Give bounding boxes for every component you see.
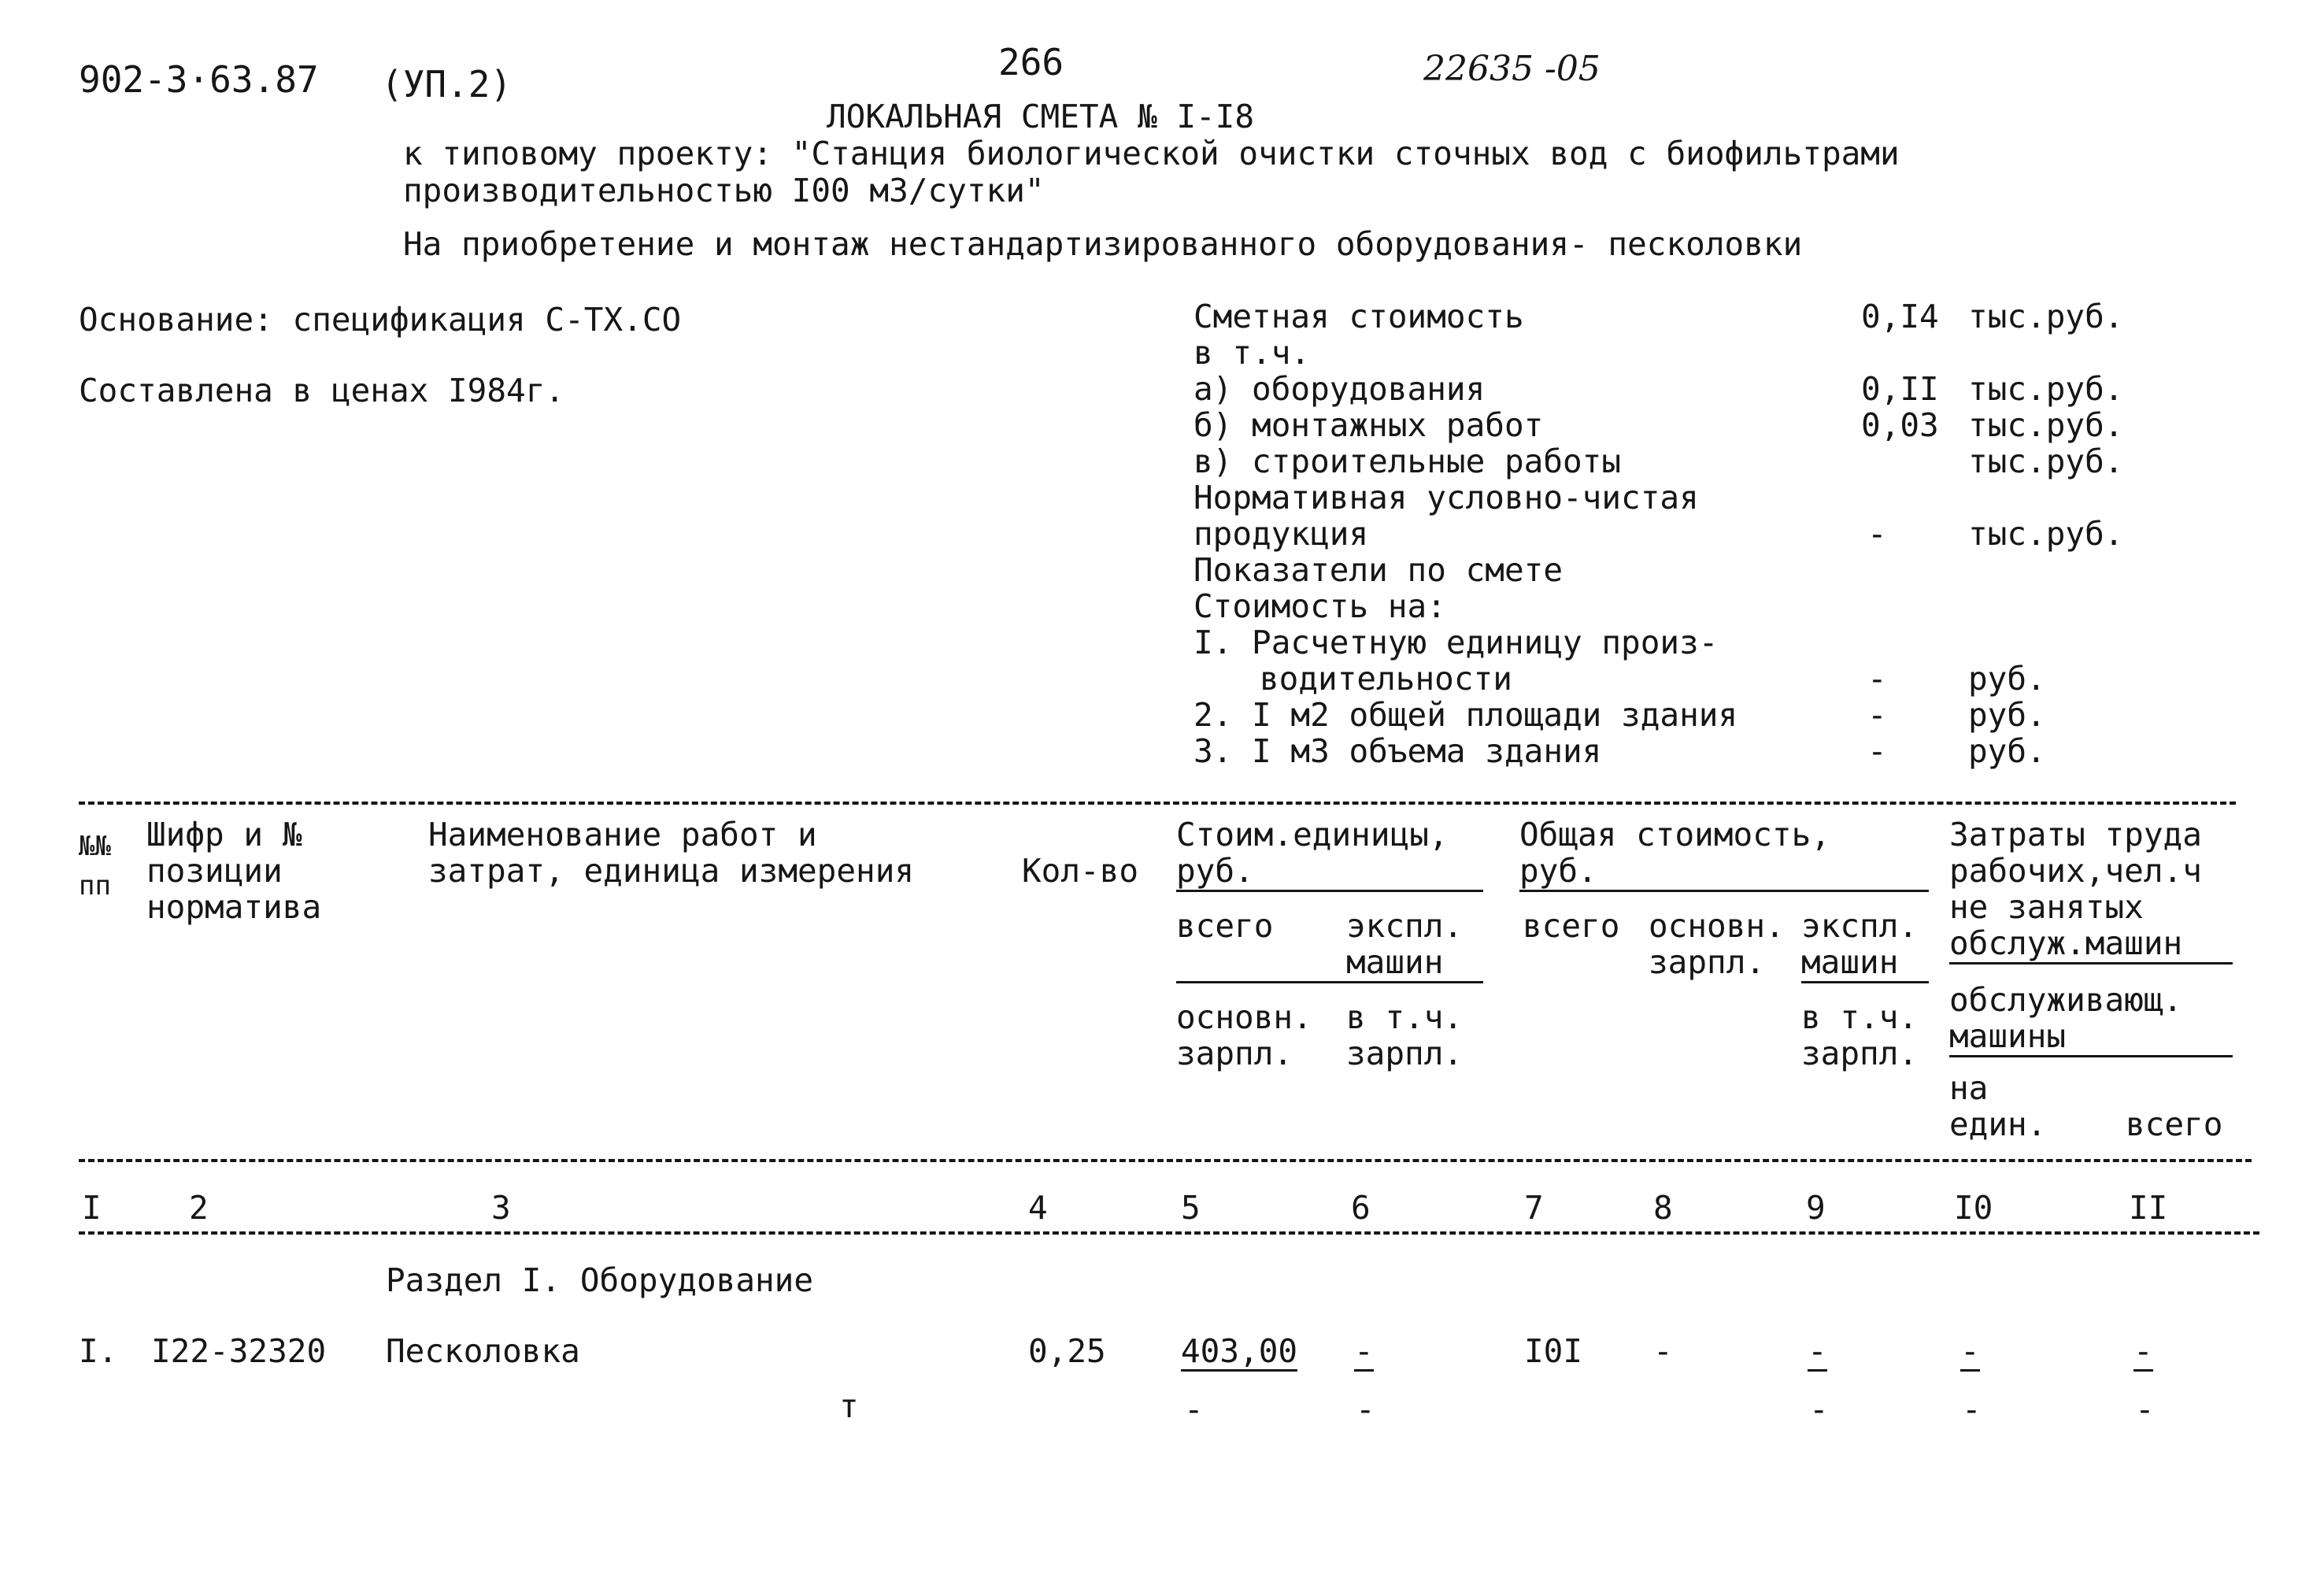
summary-value: - <box>1867 660 1887 698</box>
header-unit-total: всего <box>1176 907 1274 945</box>
summary-unit: тыс.руб. <box>1968 515 2124 553</box>
row-labor-unit: - <box>1960 1332 1980 1370</box>
summary-value: - <box>1867 732 1887 770</box>
header-unit-wage: зарпл. <box>1176 1035 1293 1072</box>
row-name: Песколовка <box>386 1332 580 1370</box>
header-total-cost: Общая стоимость, <box>1519 816 1830 853</box>
row-quantity: 0,25 <box>1028 1332 1106 1370</box>
header-name: Наименование работ и <box>428 816 817 853</box>
summary-label: в) строительные работы <box>1193 442 1622 480</box>
summary-unit: руб. <box>1968 660 2046 698</box>
header-total-wage: зарпл. <box>1649 943 1766 981</box>
row-unit-incl-wage: - <box>1356 1390 1375 1428</box>
summary-label: 2. I м2 общей площади здания <box>1193 696 1738 734</box>
column-number: II <box>2129 1189 2168 1227</box>
summary-label: I. Расчетную единицу произ- <box>1193 624 1719 661</box>
column-number: 5 <box>1181 1189 1201 1227</box>
summary-unit: руб. <box>1968 732 2046 770</box>
project-title-line1: к типовому проекту: "Станция биологической очистки сточных вод с биофильтрами <box>403 135 1900 172</box>
header-service: машины <box>1949 1017 2067 1055</box>
divider <box>1176 890 1483 892</box>
column-number: I <box>82 1189 102 1227</box>
summary-label: Показатели по смете <box>1193 551 1563 589</box>
header-unit-machines: экспл. <box>1346 907 1464 945</box>
summary-unit: тыс.руб. <box>1968 298 2124 335</box>
header-total-cost: руб. <box>1519 852 1597 890</box>
summary-label: водительности <box>1260 660 1512 698</box>
header-total-all: всего <box>1523 907 1620 945</box>
summary-label: 3. I м3 объема здания <box>1193 732 1602 770</box>
summary-label: а) оборудования <box>1193 370 1486 408</box>
header-unit-cost: руб. <box>1176 852 1254 890</box>
header-quantity: Кол-во <box>1022 852 1139 890</box>
estimate-subject: На приобретение и монтаж нестандартизированного оборудования- песколовки <box>403 225 1803 263</box>
page-number: 266 <box>998 41 1064 83</box>
header-total-machines: экспл. <box>1801 907 1919 945</box>
header-per-unit: на <box>1949 1069 1989 1107</box>
section-title: Раздел I. Оборудование <box>386 1261 814 1299</box>
column-number: I0 <box>1954 1189 1993 1227</box>
estimate-title: ЛОКАЛЬНАЯ СМЕТА № I-I8 <box>827 98 1255 135</box>
row-unit: т <box>839 1387 859 1425</box>
header-code: норматива <box>146 888 322 926</box>
header-total-incl-wage: зарпл. <box>1801 1035 1919 1072</box>
header-bottom-rule <box>79 1159 2252 1162</box>
summary-unit: тыс.руб. <box>1968 370 2124 408</box>
header-labor: не занятых <box>1949 888 2144 926</box>
row-total-wage: - <box>1653 1332 1673 1370</box>
header-unit-cost: Стоим.единицы, <box>1176 816 1449 853</box>
summary-label: б) монтажных работ <box>1193 406 1544 444</box>
summary-label: Нормативная условно-чистая <box>1193 479 1699 517</box>
row-service-all: - <box>2135 1390 2155 1428</box>
divider <box>1801 981 1929 983</box>
column-number: 3 <box>491 1189 511 1227</box>
header-total-wage: основн. <box>1649 907 1785 945</box>
summary-label: продукция <box>1193 515 1369 553</box>
price-base: Составлена в ценах I984г. <box>79 372 565 409</box>
project-title-line2: производительностью I00 м3/сутки" <box>403 172 1045 209</box>
row-unit-machines: - <box>1354 1332 1374 1370</box>
summary-unit: тыс.руб. <box>1968 406 2124 444</box>
row-total-incl-wage: - <box>1809 1390 1829 1428</box>
row-code: I22-32320 <box>151 1332 327 1370</box>
row-total: I0I <box>1524 1332 1583 1370</box>
header-unit-incl-wage: в т.ч. <box>1346 998 1464 1036</box>
summary-unit: тыс.руб. <box>1968 442 2124 480</box>
summary-label: Стоимость на: <box>1193 587 1446 625</box>
header-unit-machines: машин <box>1346 943 1444 981</box>
row-service-unit: - <box>1962 1390 1982 1428</box>
header-total-incl-wage: в т.ч. <box>1801 998 1919 1036</box>
summary-value: 0,03 <box>1861 406 1939 444</box>
divider <box>1949 962 2233 965</box>
summary-label: Сметная стоимость <box>1193 298 1524 335</box>
column-number: 2 <box>189 1189 209 1227</box>
column-number: 7 <box>1524 1189 1544 1227</box>
header-unit-wage: основн. <box>1176 998 1312 1036</box>
column-number: 9 <box>1806 1189 1826 1227</box>
header-service: обслуживающ. <box>1949 981 2183 1019</box>
divider <box>1949 1055 2233 1057</box>
document-code: 902-3·63.87 <box>79 58 319 101</box>
handwritten-reference: 22635 -05 <box>1423 49 1601 89</box>
row-unit-price: 403,00 <box>1181 1332 1298 1370</box>
header-per-unit: един. <box>1949 1105 2047 1143</box>
header-total-machines: машин <box>1801 943 1899 981</box>
header-labor: обслуж.машин <box>1949 924 2183 962</box>
header-code: Шифр и № <box>146 816 302 853</box>
column-number-rule <box>79 1231 2259 1235</box>
summary-unit: руб. <box>1968 696 2046 734</box>
row-total-machines: - <box>1808 1332 1827 1370</box>
divider <box>1519 890 1929 892</box>
header-number: пп <box>79 870 111 902</box>
header-labor: рабочих,чел.ч <box>1949 852 2202 890</box>
row-unit-wage: - <box>1184 1390 1204 1428</box>
album-number: (УП.2) <box>381 63 513 106</box>
summary-label: в т.ч. <box>1193 334 1311 372</box>
summary-value: 0,II <box>1861 370 1939 408</box>
row-labor-all: - <box>2133 1332 2153 1370</box>
header-code: позиции <box>146 852 283 890</box>
header-name: затрат, единица измерения <box>428 852 915 890</box>
summary-value: - <box>1867 515 1887 553</box>
column-number: 6 <box>1351 1189 1371 1227</box>
divider <box>1176 981 1483 983</box>
column-number: 8 <box>1653 1189 1673 1227</box>
summary-value: 0,I4 <box>1861 298 1939 335</box>
column-number: 4 <box>1028 1189 1048 1227</box>
header-number: №№ <box>79 831 111 862</box>
basis-specification: Основание: спецификация С-ТХ.СО <box>79 301 682 339</box>
row-number: I. <box>79 1332 118 1370</box>
header-labor-all: всего <box>2126 1105 2223 1143</box>
header-unit-incl-wage: зарпл. <box>1346 1035 1464 1072</box>
summary-value: - <box>1867 696 1887 734</box>
header-labor: Затраты труда <box>1949 816 2202 853</box>
table-top-rule <box>79 802 2236 805</box>
